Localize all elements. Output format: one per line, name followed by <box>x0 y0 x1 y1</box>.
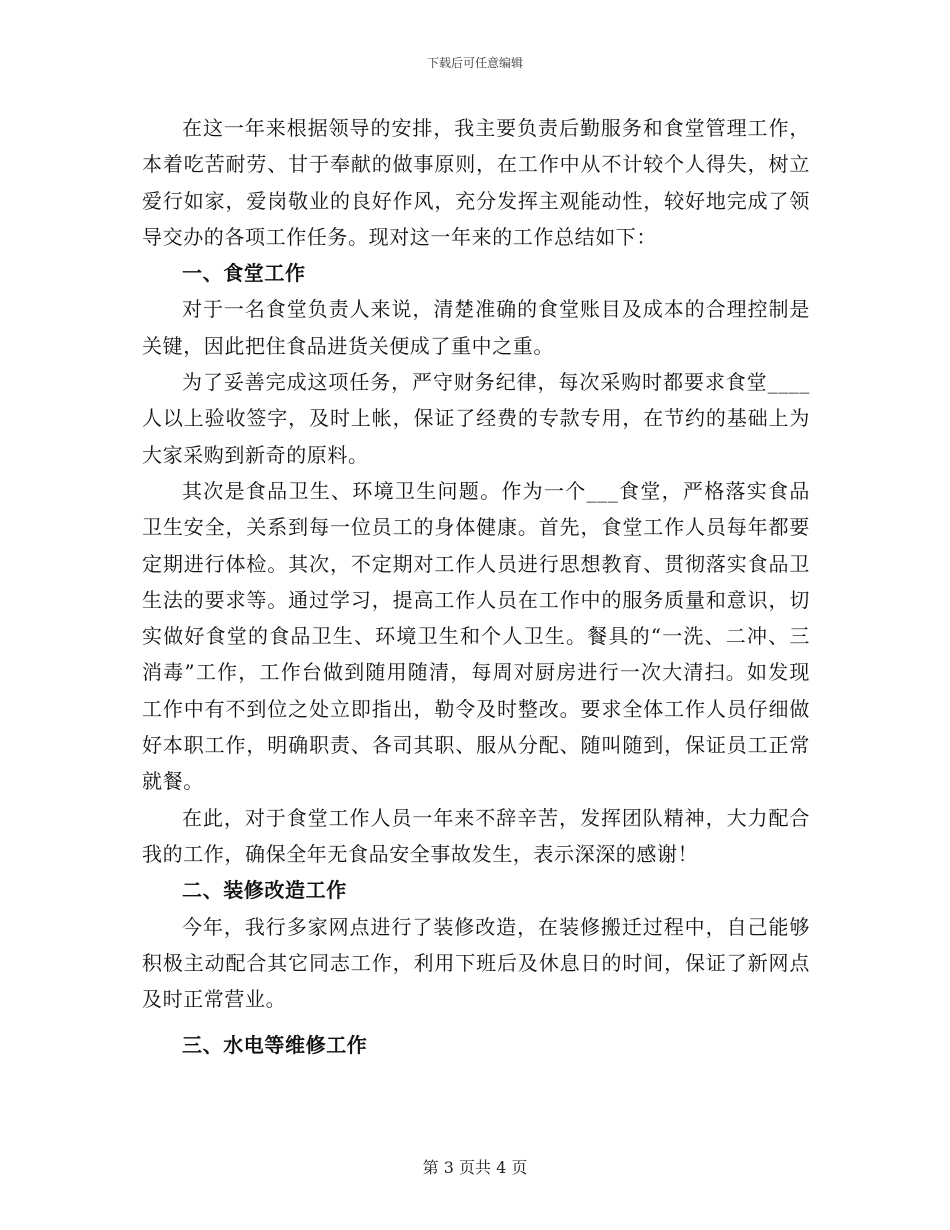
paragraph-intro: 在这一年来根据领导的安排，我主要负责后勤服务和食堂管理工作，本着吃苦耐劳、甘于奉献的做事原则，在工作中从不计较个人得失，树立爱行如家，爱岗敬业的良好作风，充分发挥主观能动性，较好地完成了领导交办的各项工作任务。现对这一年来的工作总结如下： <box>142 116 810 249</box>
paragraph-canteen-purchasing: 为了妥善完成这项任务，严守财务纪律，每次采购时都要求食堂____人以上验收签字，及时上帐，保证了经费的专款专用，在节约的基础上为大家采购到新奇的原料。 <box>142 370 810 467</box>
paragraph-canteen-hygiene: 其次是食品卫生、环境卫生问题。作为一个___食堂，严格落实食品卫生安全，关系到每一位员工的身体健康。首先，食堂工作人员每年都要定期进行体检。其次，不定期对工作人员进行思想教育、贯彻落实食品卫生法的要求等。通过学习，提高工作人员在工作中的服务质量和意识，切实做好食堂的食品卫生、环境卫生和个人卫生。餐具的“一洗、二冲、三消毒”工作，工作台做到随用随清，每周对厨房进行一次大清扫。如发现工作中有不到位之处立即指出，勒令及时整改。要求全体工作人员仔细做好本职工作，明确职责、各司其职、服从分配、随叫随到，保证员工正常就餐。 <box>142 478 810 794</box>
paragraph-renovation: 今年，我行多家网点进行了装修改造，在装修搬迁过程中，自己能够积极主动配合其它同志工作，利用下班后及休息日的时间，保证了新网点及时正常营业。 <box>142 914 810 1012</box>
section-heading-maintenance: 三、水电等维修工作 <box>182 1033 368 1058</box>
section-heading-canteen: 一、食堂工作 <box>182 261 306 286</box>
paragraph-canteen-thanks: 在此，对于食堂工作人员一年来不辞辛苦，发挥团队精神，大力配合我的工作，确保全年无食品安全事故发生，表示深深的感谢！ <box>142 805 810 866</box>
document-body <box>142 110 810 1064</box>
paragraph-canteen-accounts: 对于一名食堂负责人来说，清楚准确的食堂账目及成本的合理控制是关键，因此把住食品进货关便成了重中之重。 <box>142 297 810 358</box>
page-header: 下载后可任意编辑 <box>426 56 523 70</box>
section-heading-renovation: 二、装修改造工作 <box>182 878 347 903</box>
page-footer: 第 3 页共 4 页 <box>422 1158 528 1177</box>
